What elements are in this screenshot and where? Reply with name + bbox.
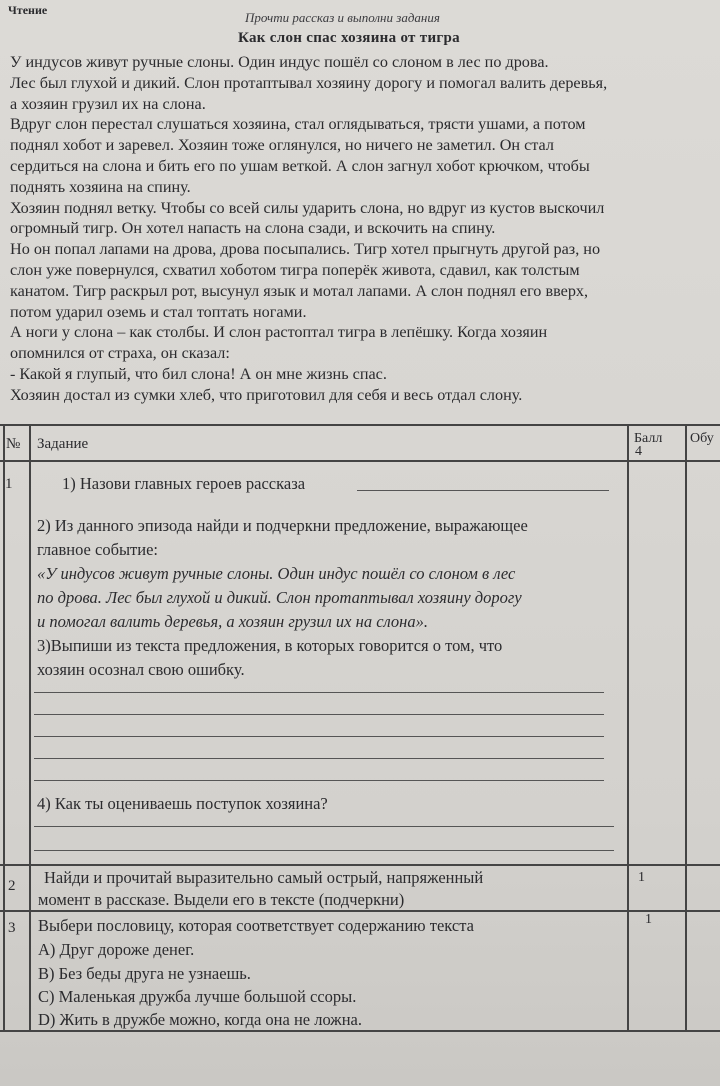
- story-line: - Какой я глупый, что бил слона! А он мне жизнь спас.: [10, 364, 387, 383]
- row1-num: 1: [5, 476, 13, 492]
- column-divider: [685, 424, 687, 1032]
- story-line: Но он попал лапами на дрова, дрова посыпались. Тигр хотел прыгнуть другой раз, но: [10, 240, 601, 259]
- story-line: опомнился от страха, он сказал:: [10, 344, 230, 363]
- task-2-quote: «У индусов живут ручные слоны. Один индус пошёл со слоном в лес: [37, 564, 516, 583]
- row3-prompt: Выбери пословицу, которая соответствует содержанию текста: [38, 916, 474, 935]
- header-task: Задание: [37, 436, 89, 452]
- answer-line[interactable]: [34, 714, 604, 715]
- task-2-question: 2) Из данного эпизода найди и подчеркни предложение, выражающее: [37, 516, 528, 535]
- proverb-option[interactable]: В) Без беды друга не узнаешь.: [38, 964, 251, 983]
- answer-line[interactable]: [34, 780, 604, 781]
- story-line: сердиться на слона и бить его по ушам веткой. А слон загнул хобот крючком, чтобы: [10, 156, 590, 175]
- row2-num: 2: [8, 878, 16, 894]
- row2-score: 1: [638, 870, 645, 885]
- proverb-option[interactable]: С) Маленькая дружба лучше большой ссоры.: [38, 987, 357, 1006]
- story-line: Вдруг слон перестал слушаться хозяина, стал оглядываться, трясти ушами, а потом: [10, 115, 586, 134]
- story-line: А ноги у слона – как столбы. И слон растоптал тигра в лепёшку. Когда хозяин: [10, 323, 548, 342]
- table-border-bottom: [0, 1030, 720, 1032]
- row3-score: 1: [645, 912, 652, 927]
- row3-num: 3: [8, 920, 16, 936]
- answer-line[interactable]: [34, 692, 604, 693]
- answer-line[interactable]: [34, 826, 614, 827]
- header-num: №: [6, 436, 21, 452]
- row-divider: [0, 864, 720, 866]
- row2-task: момент в рассказе. Выдели его в тексте (подчеркни): [38, 890, 405, 909]
- story-line: поднял хобот и заревел. Хозяин тоже оглянулся, но ничего не заметил. Он стал: [10, 136, 554, 155]
- task-4-question: 4) Как ты оцениваешь поступок хозяина?: [37, 794, 328, 813]
- story-line: поднять хозяина на спину.: [10, 177, 191, 196]
- story-line: огромный тигр. Он хотел напасть на слона сзади, и вскочить на спину.: [10, 219, 496, 238]
- story-line: слон уже повернулся, схватил хоботом тигра поперёк живота, сдавил, как толстым: [10, 260, 580, 279]
- story-line: Хозяин достал из сумки хлеб, что приготовил для себя и весь отдал слону.: [10, 385, 523, 404]
- row2-task: Найди и прочитай выразительно самый острый, напряженный: [44, 868, 484, 887]
- instruction-text: Прочти рассказ и выполни задания: [245, 10, 440, 25]
- answer-line[interactable]: [34, 758, 604, 759]
- row1-score: 4: [635, 444, 642, 459]
- proverb-option[interactable]: D) Жить в дружбе можно, когда она не ложна.: [38, 1010, 362, 1029]
- row-divider: [0, 910, 720, 912]
- story-line: канатом. Тигр раскрыл рот, высунул язык и мотал лапами. А слон поднял его вверх,: [10, 281, 589, 300]
- task-table: [0, 424, 720, 1032]
- column-divider: [627, 424, 629, 1032]
- table-border-left: [3, 424, 5, 1032]
- task-2-quote: и помогал валить деревья, а хозяин грузил их на слона».: [37, 612, 428, 631]
- task-3-question: хозяин осознал свою ошибку.: [37, 660, 245, 679]
- header-score: Балл: [634, 431, 663, 446]
- story-line: а хозяин грузил их на слона.: [10, 94, 206, 113]
- task-1-question: 1) Назови главных героев рассказа: [62, 474, 306, 493]
- subject-label: Чтение: [8, 3, 48, 17]
- header-divider: [0, 460, 720, 462]
- story-title: Как слон спас хозяина от тигра: [238, 30, 460, 46]
- story-line: Лес был глухой и дикий. Слон протаптывал хозяину дорогу и помогал валить деревья,: [10, 73, 608, 92]
- table-border-top: [0, 424, 720, 426]
- task-3-question: 3)Выпиши из текста предложения, в которых говорится о том, что: [37, 636, 503, 655]
- header-extra: Обу: [690, 431, 714, 446]
- answer-line[interactable]: [357, 490, 609, 491]
- proverb-option[interactable]: А) Друг дороже денег.: [38, 940, 195, 959]
- task-2-question: главное событие:: [37, 540, 159, 559]
- story-line: Хозяин поднял ветку. Чтобы со всей силы ударить слона, но вдруг из кустов выскочил: [10, 198, 605, 217]
- story-line: У индусов живут ручные слоны. Один индус пошёл со слоном в лес по дрова.: [10, 53, 549, 71]
- story-text: [10, 52, 718, 406]
- story-line: потом ударил оземь и стал топтать ногами.: [10, 302, 307, 321]
- answer-line[interactable]: [34, 850, 614, 851]
- task-2-quote: по дрова. Лес был глухой и дикий. Слон протаптывал хозяину дорогу: [37, 588, 522, 607]
- column-divider: [29, 424, 31, 1032]
- answer-line[interactable]: [34, 736, 604, 737]
